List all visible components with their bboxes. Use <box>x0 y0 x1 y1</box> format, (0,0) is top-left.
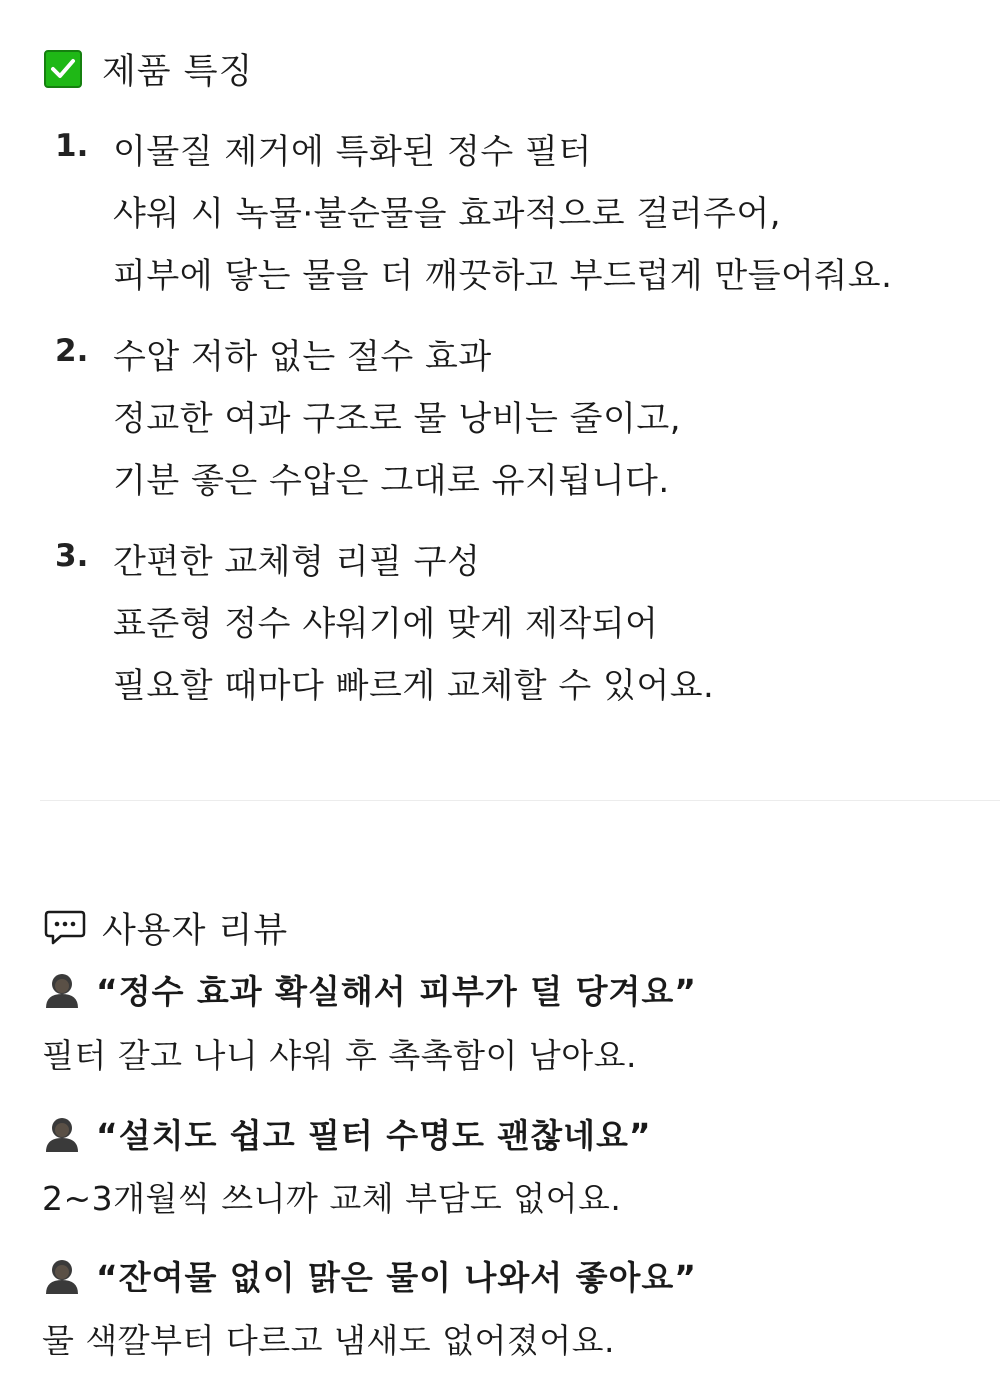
feature-description-line: 표준형 정수 샤워기에 맞게 제작되어 <box>113 604 659 644</box>
features-header <box>44 44 253 94</box>
feature-number: 3. <box>55 538 89 574</box>
review-headline: “정수 효과 확실해서 피부가 덜 당겨요” <box>96 972 697 1011</box>
person-icon <box>44 971 80 1009</box>
review-title <box>44 1110 652 1157</box>
review-title <box>44 966 697 1013</box>
check-box-icon <box>44 50 82 88</box>
review-body: 2~3개월씩 쓰니까 교체 부담도 없어요. <box>42 1179 622 1218</box>
section-divider <box>40 800 1000 801</box>
review-body: 필터 갈고 나니 샤워 후 촉촉함이 남아요. <box>42 1036 637 1075</box>
feature-title: 수압 저하 없는 절수 효과 <box>113 337 492 377</box>
feature-description-line: 정교한 여과 구조로 물 낭비는 줄이고, <box>113 399 682 439</box>
review-body: 물 색깔부터 다르고 냄새도 없어졌어요. <box>42 1321 615 1360</box>
feature-description-line: 샤워 시 녹물·불순물을 효과적으로 걸러주어, <box>113 194 782 234</box>
review-title <box>44 1252 697 1299</box>
feature-title: 이물질 제거에 특화된 정수 필터 <box>113 132 592 172</box>
features-title: 제품 특징 <box>102 52 254 92</box>
feature-description-line: 기분 좋은 수압은 그대로 유지됩니다. <box>113 461 670 501</box>
feature-title: 간편한 교체형 리필 구성 <box>113 542 481 582</box>
feature-description-line: 피부에 닿는 물을 더 깨끗하고 부드럽게 만들어줘요. <box>113 256 893 296</box>
feature-number: 1. <box>55 128 89 164</box>
speech-bubble-icon <box>44 909 86 947</box>
review-headline: “설치도 쉽고 필터 수명도 괜찮네요” <box>96 1116 652 1155</box>
reviews-title: 사용자 리뷰 <box>102 911 289 951</box>
feature-description-line: 필요할 때마다 빠르게 교체할 수 있어요. <box>113 666 715 706</box>
reviews-header <box>44 903 288 953</box>
feature-number: 2. <box>55 333 89 369</box>
person-icon <box>44 1115 80 1153</box>
review-headline: “잔여물 없이 맑은 물이 나와서 좋아요” <box>96 1258 697 1297</box>
person-icon <box>44 1257 80 1295</box>
